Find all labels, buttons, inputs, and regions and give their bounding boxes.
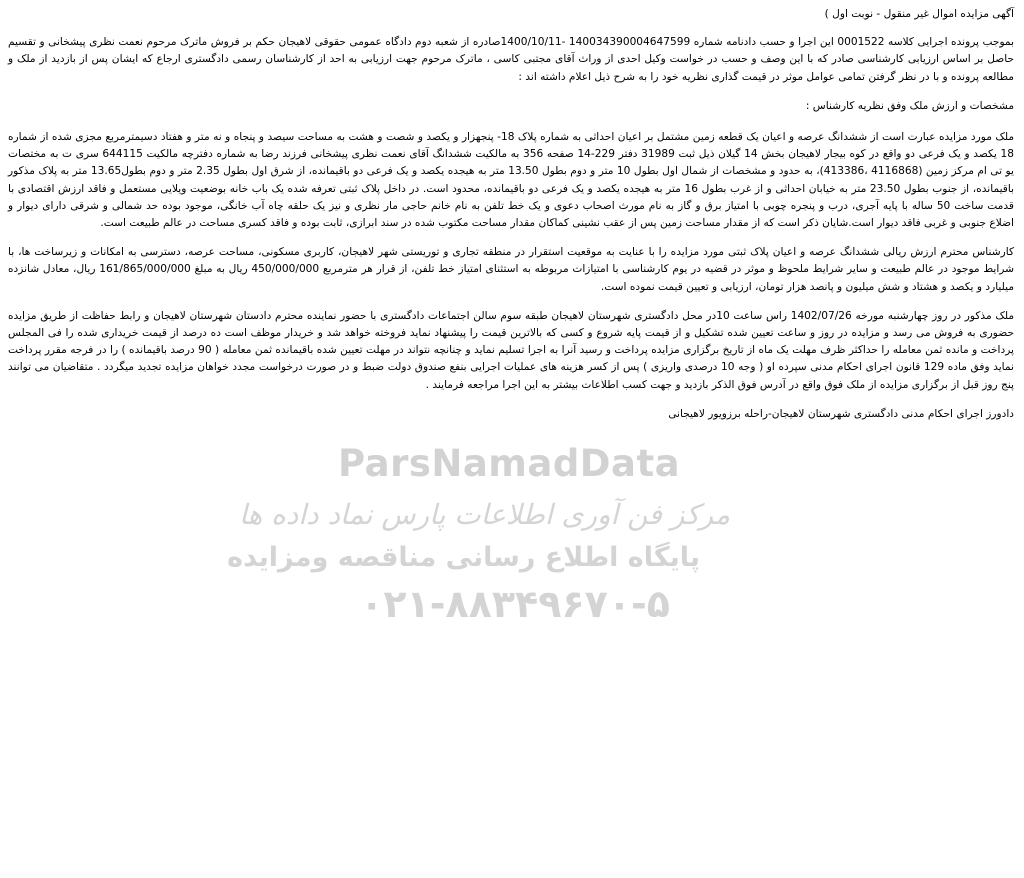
- watermark-line-company: مرکز فن آوری اطلاعات پارس نماد داده ها: [238, 498, 730, 531]
- valuation-paragraph: کارشناس محترم ارزش ریالی ششدانگ عرصه و اعیان پلاک ثبتی مورد مزایده را با عنایت به موقعیت استقرار در منطقه تجاری و توریستی شهر لاهیجان، کاربری مسکونی، مساحت عرصه، دسترسی به امکانات و زیرساخت ها، با شرایط موجود در عالم طبیعت و سایر شرایط ملحوظ و موثر در قضیه در یوم کارشناسی با امتیازات مربوطه به استثنای امتیاز خط تلفن، از قرار هر مترمربع 450/000/000 ریال به مبلغ 161/865/000/000 ریال، معادل شانزده میلیارد و یکصد و هشتاد و شش میلیون و پانصد هزار تومان، ارزیابی و تعیین قیمت نموده است.: [8, 246, 1014, 293]
- section-heading: مشخصات و ارزش ملک وفق نظریه کارشناس :: [805, 99, 1014, 112]
- signature-line: دادورز اجرای احکام مدنی دادگستری شهرستان لاهیجان-راحله برزویور لاهیجانی: [668, 407, 1014, 420]
- notice-intro: بموجب پرونده اجرایی کلاسه 0001522 این اجرا و حسب دادنامه شماره 140034390004647599 -1400/10/11صادره از شعبه دوم دادگاه عمومی حقوقی لاهیجان حکم بر فروش ماترک مرحوم نعمت نظری پیشخانی و تقسیم حاصل بر اساس ارزیابی کارشناسی صادر که با این وصف و حسب در خواست وکیل احدی از وراث آقای مجتبی کاسی ، ماترک مرحوم جهت ارزیابی به احد از کارشناسان رسمی دادگستری ارجاع که ایشان پس از بازدید از ملک و مطالعه پرونده و با در نظر گرفتن تمامی عوامل موثر در قیمت گذاری نظریه خود را به شرح ذیل اعلام داشته اند :: [8, 36, 1014, 83]
- watermark: [200, 440, 820, 630]
- spacer: [8, 115, 1014, 129]
- notice-title: آگهی مزایده اموال غیر منقول - نوبت اول ): [824, 8, 1014, 20]
- spacer: [8, 296, 1014, 308]
- watermark-brand: ParsNamadData: [338, 442, 681, 485]
- spacer: [8, 232, 1014, 244]
- watermark-phone: ۰۲۱-۸۸۳۴۹۶۷۰-۵: [360, 582, 670, 626]
- spacer: [8, 394, 1014, 406]
- property-description: ملک مورد مزایده عبارت است از ششدانگ عرصه و اعیان یک قطعه زمین مشتمل بر اعیان احداثی به شماره پلاک 18- پنجهزار و یکصد و شصت و هشت به مساحت سیصد و پنجاه و نه متر و هفتاد دسیمترمربع مجزی شده از شماره 18 یکصد و یک فرعی دو واقع در کوه بیجار لاهیجان بخش 14 گیلان ذیل ثبت 31989 دفتر 229-14 صفحه 356 به مالکیت ششدانگ آقای نعمت نظری پیشخانی فرزند رضا به شماره دفترچه مالکیت 644115 سری ت به مختصات یو تی ام مرکز زمین (4116868 ،413386)، به حدود و مشخصات از شمال اول بطول 10 متر و دوم بطول 13.50 متر به هیجده یکصد و یک فرعی دو باقیمانده، از شرق اول بطول 2.35 متر و دوم بطول13.65 متر به پلاک مذکور باقیمانده، از جنوب بطول 23.50 متر به خیابان احداثی و از غرب بطول 16 متر به هیجده یکصد و یک فرعی دو باقیمانده، محدود است. در داخل پلاک ثبتی تعرفه شده یک باب خانه بوضعیت ویلایی مستعمل و فاقد ارزش اقتصادی با قدمت ساخت 50 ساله با پایه آجری، درب و پنجره چوبی با امتیاز برق و گاز به نام مورث اصحاب دعوی و یک خط تلفن به نام خانم حاجی مار نظری و نیز یک حلقه چاه آب خانگی، موجود بوده حد شمالی و شرقی دارای دیوار و اضلاع جنوبی و غربی فاقد دیوار است.شایان ذکر است که از مقدار مساحت زمین پس از عقب نشینی کماکان مقدار مساحت مکتوب شده در سند ابرازی، ثابت بوده و فاقد کسری مساحت در عالم طبیعت است.: [8, 131, 1015, 230]
- auction-terms-paragraph: ملک مذکور در روز چهارشنبه مورخه 1402/07/26 راس ساعت 10در محل دادگستری شهرستان لاهیجان طبقه سوم سالن اجتماعات دادگستری با حضور نماینده محترم دادستان شهرستان لاهیجان و رابط حفاظت از طریق مزایده حضوری به فروش می رسد و مزایده در روز و ساعت تعیین شده تشکیل و از قیمت پایه شروع و کسی که بالاترین قیمت را پیشنهاد نماید فروخته خواهد شد و خریدار موظف است ده درصد از قیمت خریداری شده را فی المجلس پرداخت و مانده ثمن معامله را حداکثر ظرف مهلت یک ماه از تاریخ برگزاری مزایده پرداخت و رسید آنرا به اجرا تسلیم نماید و چنانچه نتواند در مهلت تعیین شده باقیمانده ثمن معامله ( 90 درصد باقیمانده ) را در فرجه مقرر پرداخت نماید وفق ماده 129 قانون اجرای احکام مدنی سپرده او ( وجه 10 درصدی واریزی ) پس از کسر هزینه های عملیات اجرایی بنفع صندوق دولت ضبط و در صورت درخواست مجدد خواهان مزایده تجدید میگردد . متقاضیان می توانند پنج روز قبل از برگزاری مزایده از ملک فوق واقع در آدرس فوق الذکر بازدید و جهت کسب اطلاعات بیشتر به این اجرا مراجعه فرمایند .: [8, 309, 1015, 391]
- spacer: [8, 86, 1014, 98]
- watermark-line-portal: پایگاه اطلاع رسانی مناقصه ومزایده: [227, 542, 700, 573]
- notice-content: [8, 6, 1014, 423]
